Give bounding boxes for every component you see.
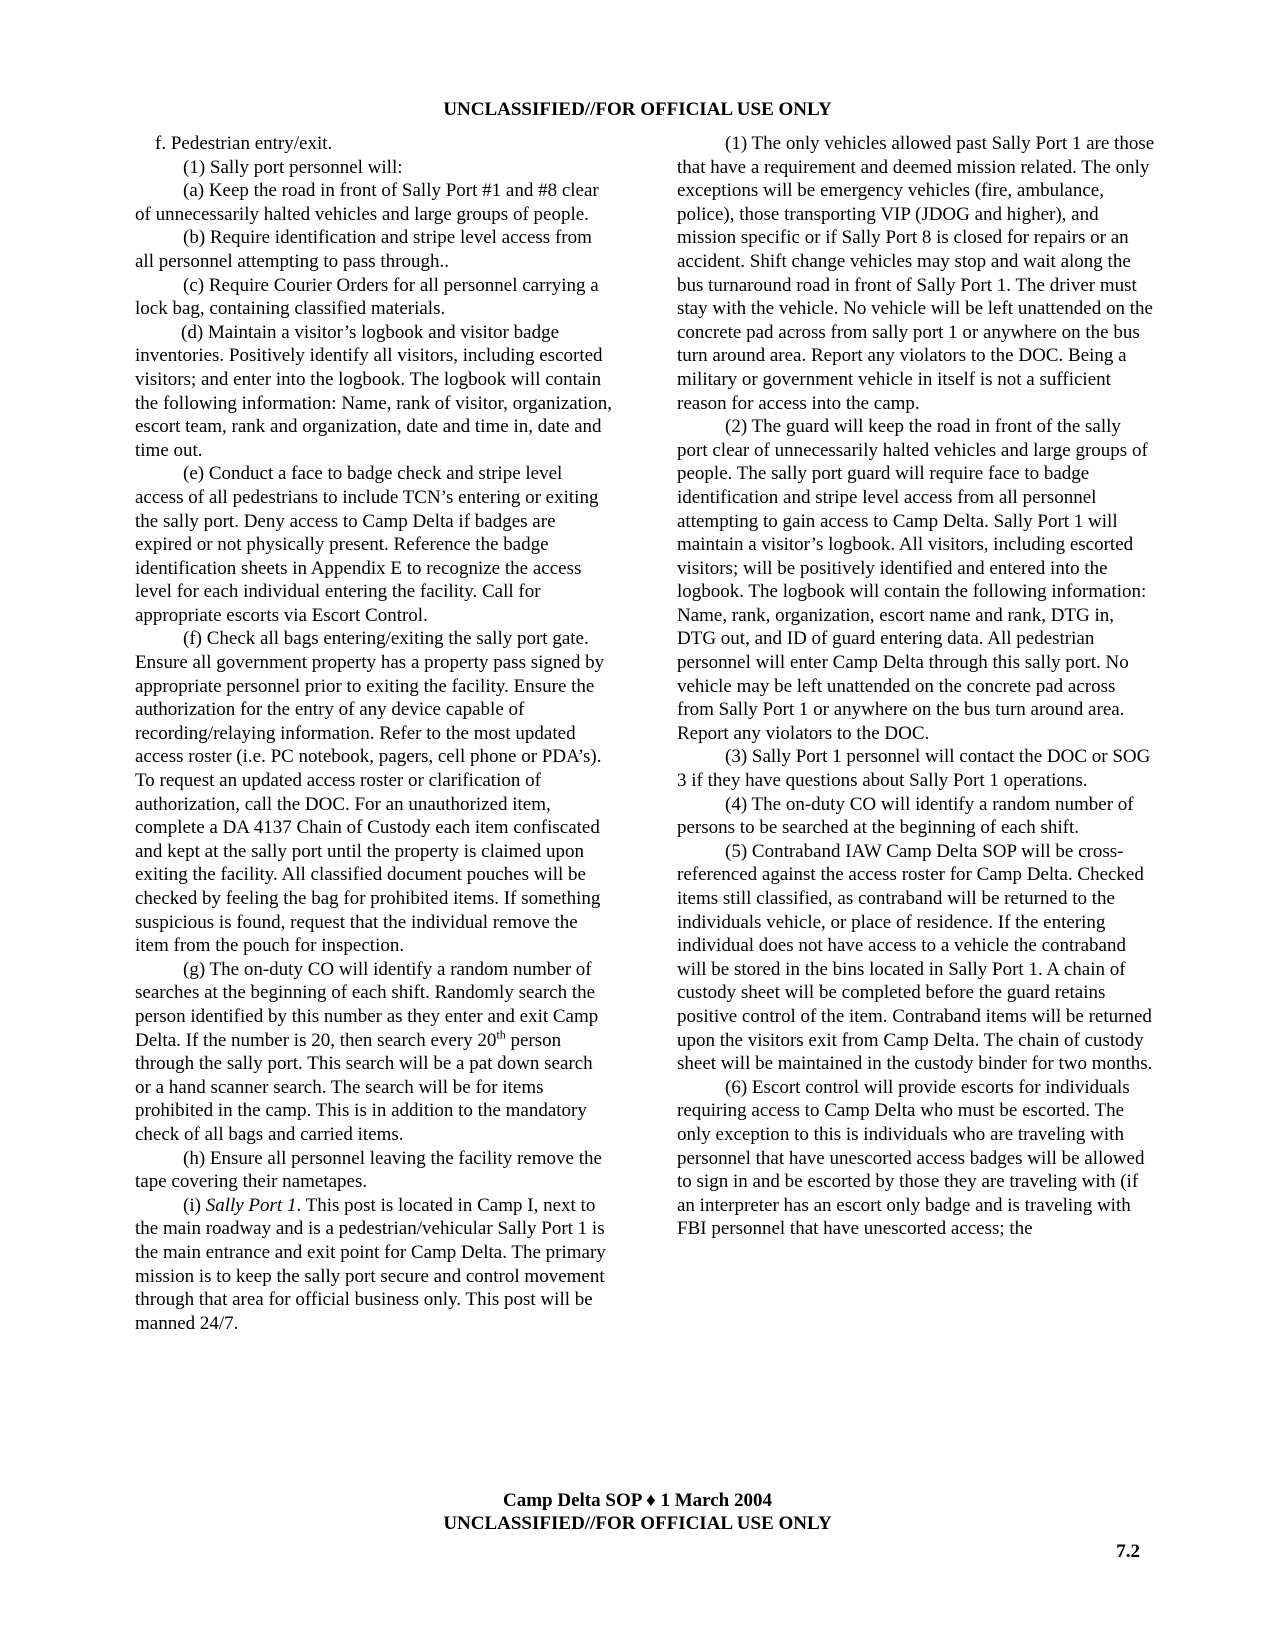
vehicle-rule-4: (4) The on-duty CO will identify a random number of persons to be searched at the beginning of each shift. bbox=[677, 793, 1134, 839]
vehicle-rule-6: (6) Escort control will provide escorts for individuals requiring access to Camp Delta who must be escorted. The only exception to this is individuals who are traveling with personnel that have unescorted access badges will be allowed to sign in and be escorted by those they are traveling with (if an interpreter has an escort only badge and is traveling with FBI personnel that have unescorted access; the bbox=[677, 1076, 1145, 1240]
footer-classification: UNCLASSIFIED//FOR OFFICIAL USE ONLY bbox=[443, 1513, 832, 1534]
left-column bbox=[135, 132, 613, 1335]
vehicle-rule-3: (3) Sally Port 1 personnel will contact the DOC or SOG 3 if they have questions about Sally Port 1 operations. bbox=[677, 746, 1151, 792]
footer-document-title: Camp Delta SOP ♦ 1 March 2004 bbox=[503, 1490, 772, 1511]
item-f: (f) Check all bags entering/exiting the sally port gate. Ensure all government property has a property pass signed by appropriate personnel prior to exiting the facility. Ensure the authorization for the entry of any device capable of recording/relaying information. Refer to the most updated access roster (i.e. PC notebook, pagers, cell phone or PDA’s). To request an updated access roster or clarification of authorization, call the DOC. For an unauthorized item, complete a DA 4137 Chain of Custody each item confiscated and kept at the sally port until the property is claimed upon exiting the facility. All classified document pouches will be checked by feeling the bag for prohibited items. If something suspicious is found, request that the individual remove the item from the pouch for inspection. bbox=[135, 628, 605, 957]
item-a: (a) Keep the road in front of Sally Port #1 and #8 clear of unnecessarily halted vehicles and large groups of people. bbox=[135, 180, 599, 225]
section-f-heading: f. Pedestrian entry/exit. bbox=[155, 133, 333, 154]
vehicle-rule-1: (1) The only vehicles allowed past Sally Port 1 are those that have a requirement and deemed mission related. The only exceptions will be emergency vehicles (fire, ambulance, police), those transporting VIP (JDOG and higher), and mission specific or if Sally Port 8 is closed for repairs or an accident. Shift change vehicles may stop and wait along the bus turnaround road in front of Sally Port 1. The driver must stay with the vehicle. No vehicle will be left unattended on the concrete pad across from sally port 1 or anywhere on the bus turn around area. Report any violators to the DOC. Being a military or government vehicle in itself is not a sufficient reason for access into the camp. bbox=[677, 133, 1155, 414]
item-g-text-1: (g) The on-duty CO will identify a random number of searches at the beginning of each shift. Randomly search the person identified by this number as they enter and exit Camp Delta. If the number is 20, then search every 20 bbox=[135, 958, 599, 1051]
item-b: (b) Require identification and stripe level access from all personnel attempting to pass through.. bbox=[135, 227, 592, 272]
subsection-1-heading: (1) Sally port personnel will: bbox=[183, 156, 403, 178]
vehicle-rule-5: (5) Contraband IAW Camp Delta SOP will be cross-referenced against the access roster for Camp Delta. Checked items still classified, as contraband will be returned to the individuals vehicle, or place of residence. If the entering individual does not have access to a vehicle the contraband will be stored in the bins located in Sally Port 1. A chain of custody sheet will be completed before the guard retains positive control of the item. Contraband items will be returned upon the visitors exit from Camp Delta. The chain of custody sheet will be maintained in the custody binder for two months. bbox=[677, 840, 1153, 1075]
item-g-text-2: person through the sally port. This search will be a pat down search or a hand scanner search. The search will be for items prohibited in the camp. This is in addition to the mandatory check of all bags and carried items. bbox=[135, 1029, 593, 1145]
right-column bbox=[677, 132, 1155, 1241]
page-number: 7.2 bbox=[1116, 1541, 1140, 1562]
vehicle-rule-2: (2) The guard will keep the road in front of the sally port clear of unnecessarily halted vehicles and large groups of people. The sally port guard will require face to badge identification and stripe level access from all personnel attempting to gain access to Camp Delta. Sally Port 1 will maintain a visitor’s logbook. All visitors, including escorted visitors; will be positively identified and entered into the logbook. The logbook will contain the following information: Name, rank, organization, escort name and rank, DTG in, DTG out, and ID of guard entering data. All pedestrian personnel will enter Camp Delta through this sally port. No vehicle may be left unattended on the concrete pad across from Sally Port 1 or anywhere on the bus turn around area. Report any violators to the DOC. bbox=[677, 416, 1148, 744]
item-i bbox=[135, 1194, 613, 1336]
item-i-title: Sally Port 1 bbox=[205, 1194, 297, 1216]
item-g bbox=[135, 958, 613, 1147]
item-h: (h) Ensure all personnel leaving the facility remove the tape covering their nametapes. bbox=[135, 1147, 602, 1193]
classification-header: UNCLASSIFIED//FOR OFFICIAL USE ONLY bbox=[443, 99, 832, 120]
item-c: (c) Require Courier Orders for all personnel carrying a lock bag, containing classified materials. bbox=[135, 274, 599, 320]
item-d: (d) Maintain a visitor’s logbook and visitor badge inventories. Positively identify all visitors, including escorted visitors; and enter into the logbook. The logbook will contain the following information: Name, rank of visitor, organization, escort team, rank and organization, date and time in, date and time out. bbox=[135, 321, 612, 461]
page-footer bbox=[0, 1489, 1275, 1535]
item-i-text: . This post is located in Camp I, next to the main roadway and is a pedestrian/vehicular Sally Port 1 is the main entrance and exit point for Camp Delta. The primary mission is to keep the sally port secure and control movement through that area for official business only. This post will be manned 24/7. bbox=[135, 1194, 606, 1334]
item-e: (e) Conduct a face to badge check and stripe level access of all pedestrians to include TCN’s entering or exiting the sally port. Deny access to Camp Delta if badges are expired or not physically present. Reference the badge identification sheets in Appendix E to recognize the access level for each individual entering the facility. Call for appropriate escorts via Escort Control. bbox=[135, 463, 599, 626]
item-i-label: (i) bbox=[183, 1194, 206, 1216]
item-g-superscript: th bbox=[496, 1027, 506, 1042]
